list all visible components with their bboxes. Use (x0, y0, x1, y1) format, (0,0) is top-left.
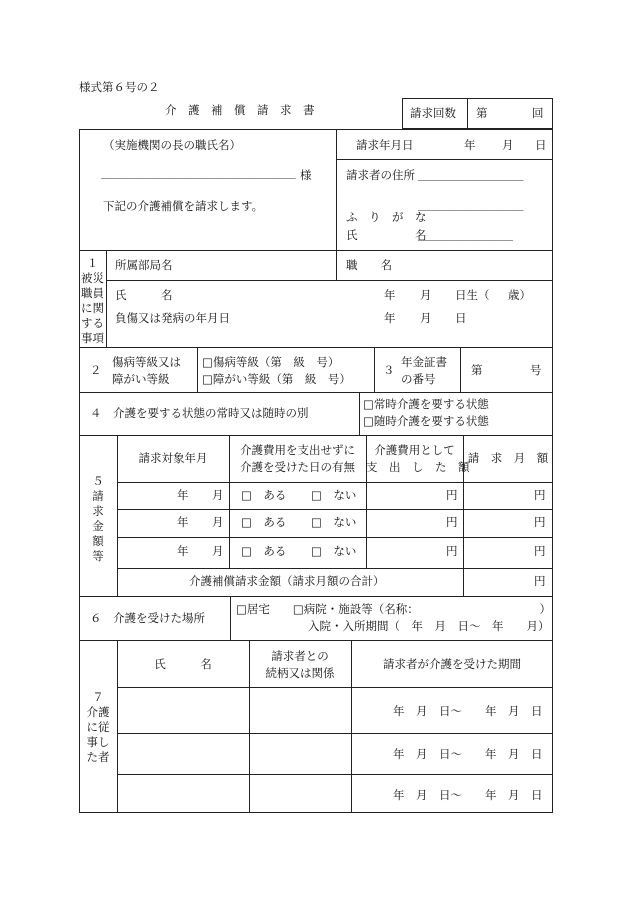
section2-number: ２ (90, 363, 102, 377)
care-place-options[interactable]: □居宅 □病院・施設等（名称： ） (236, 602, 551, 616)
injury-date-label: 負傷又は発病の年月日 (115, 311, 230, 325)
claim-count-label: 請求回数 (410, 106, 456, 120)
row2-aru-option[interactable]: □ ある (241, 515, 287, 529)
section6-label: ６ 介護を受けた場所 (90, 611, 205, 625)
row3-nai-option[interactable]: □ ない (311, 544, 357, 558)
section4-label: ４ 介護を要する状態の常時又は随時の別 (90, 406, 309, 420)
department-label: 所属部局名 (115, 258, 173, 272)
addressee-label: （実施機関の長の職氏名） (103, 138, 241, 152)
stay-period: 入院・入所期間（ 年 月 日～ 年 月） (308, 619, 550, 633)
col-carer-name: 氏 名 (154, 657, 212, 671)
row2-nai-option[interactable]: □ ない (311, 515, 357, 529)
injury-grade-option[interactable]: □傷病等級（第 級 号） (202, 355, 340, 369)
row1-nai-option[interactable]: □ ない (311, 488, 357, 502)
address-label: 請求者の住所 (346, 168, 415, 182)
furigana-label: ふ り が な (346, 210, 427, 224)
row1-aru-option[interactable]: □ ある (241, 488, 287, 502)
total-claim-label: 介護補償請求金額（請求月額の合計） (189, 574, 385, 588)
form-number: 様式第６号の２ (79, 80, 160, 94)
section3-number: ３ (383, 363, 395, 377)
carer2-period: 年 月 日～ 年 月 日 (393, 747, 543, 761)
sama-label: 様 (300, 168, 312, 182)
row3-aru-option[interactable]: □ ある (241, 544, 287, 558)
col-monthly-claim: 請 求 月 額 (467, 451, 549, 465)
victim-name-label: 氏 名 (115, 288, 173, 302)
position-label: 職 名 (346, 258, 392, 272)
name-label: 氏 名 (346, 228, 427, 242)
col-claim-month: 請求対象年月 (138, 451, 208, 465)
section7-label: ７ 介護 に従 事し た者 (86, 690, 110, 764)
disability-grade-option[interactable]: □障がい等級（第 級 号） (202, 372, 351, 386)
section1-label: １ 被災 職員 に関 する 事項 (81, 256, 104, 345)
form-title: 介 護 補 償 請 求 書 (165, 103, 315, 117)
occasional-care-option[interactable]: □随時介護を要する状態 (363, 414, 489, 428)
claim-count-dai: 第 (476, 106, 488, 120)
carer3-period: 年 月 日～ 年 月 日 (393, 788, 543, 802)
request-text: 下記の介護補償を請求します。 (103, 199, 264, 213)
claim-date-label: 請求年月日 (356, 138, 414, 152)
constant-care-option[interactable]: □常時介護を要する状態 (363, 397, 489, 411)
claim-count-kai: 回 (532, 106, 544, 120)
section5-label: ５ 請 求 金 額 等 (92, 474, 104, 563)
col-care-period: 請求者が介護を受けた期間 (383, 657, 521, 671)
carer1-period: 年 月 日～ 年 月 日 (393, 704, 543, 718)
